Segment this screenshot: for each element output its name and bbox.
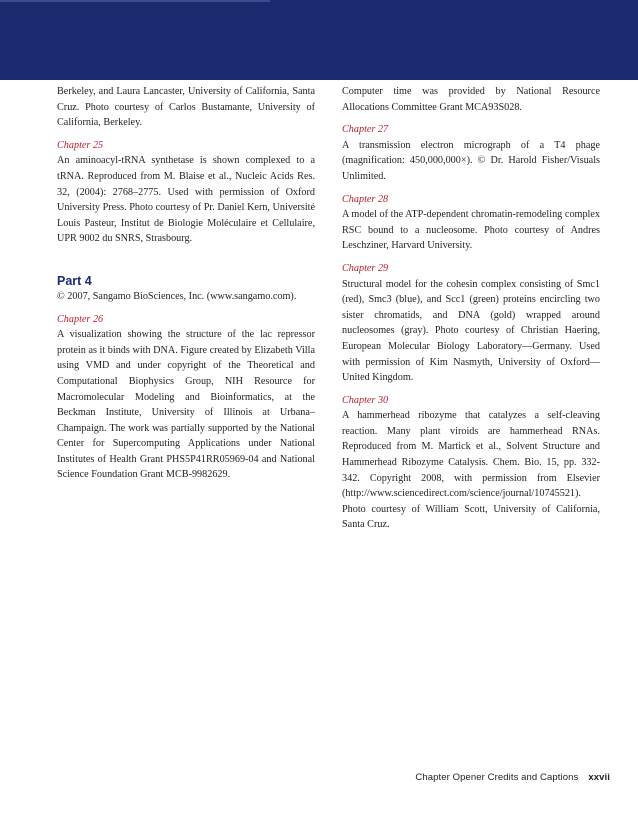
header-banner xyxy=(0,0,638,80)
part-heading: Part 4 xyxy=(57,273,92,288)
caption-text: A transmission electron micrograph of a T4 phage (magnification: 450,000,000×). © Dr. Harold Fisher/Visuals Unlimited. xyxy=(342,139,600,182)
right-column xyxy=(342,84,600,540)
caption-text: An aminoacyl-tRNA synthetase is shown complexed to a tRNA. Reproduced from M. Blaise et al., Nucleic Acids Res. 32, (2004): 2768–2775. Used with permission of Oxford University Press. Photo courtesy of Pr. Daniel Kern, Université Louis Pasteur, Institut de Biologie Moléculaire et Cellulaire, UPR 9002 du SNRS, Strasbourg. xyxy=(57,155,315,245)
running-footer-title: Chapter Opener Credits and Captions xyxy=(415,772,579,783)
chapter-heading: Chapter 26 xyxy=(57,313,104,325)
page-number: xxvii xyxy=(588,772,610,783)
caption-text: Berkeley, and Laura Lancaster, University of California, Santa Cruz. Photo courtesy of Carlos Bustamante, University of California, Berkeley. xyxy=(57,86,315,129)
banner-accent-line xyxy=(0,0,270,2)
caption-text: A model of the ATP-dependent chromatin-remodeling complex RSC bound to a nucleosome. Photo courtesy of Andres Leschziner, Harvard University. xyxy=(342,209,600,252)
chapter-heading: Chapter 25 xyxy=(57,139,104,151)
chapter-heading: Chapter 28 xyxy=(342,193,389,205)
chapter-heading: Chapter 29 xyxy=(342,262,389,274)
caption-text: A hammerhead ribozyme that catalyzes a self-cleaving reaction. Many plant viroids are hammerhead RNAs. Reproduced from M. Martick et al., Solvent Structure and Hammerhead Ribozyme Catalysis. Chem. Bio. 15, pp. 332-342. Copyright 2008, with permission from Elsevier (http://www.sciencedirect.com/science/journal/10745521). Photo courtesy of William Scott, University of California, Santa Cruz. xyxy=(342,410,600,531)
page-footer xyxy=(415,772,610,783)
left-column xyxy=(57,84,315,490)
caption-text: © 2007, Sangamo BioSciences, Inc. (www.sangamo.com). xyxy=(57,290,297,302)
caption-text: A visualization showing the structure of the lac repressor protein as it binds with DNA. Figure created by Elizabeth Villa using VMD and under copyright of the Theoretical and Computational Biophysics Group, NIH Resource for Macromolecular Modeling and Bioinformatics, at the Beckman Institute, University of Illinois at Urbana–Champaign. The work was partially supported by the National Center for Supercomputing Applications under National Institutes of Health Grant PHS5P41RR05969-04 and National Science Foundation Grant MCB-9982629. xyxy=(57,329,315,481)
caption-text: Structural model for the cohesin complex consisting of Smc1 (red), Smc3 (blue), and Scc1 (green) proteins encircling two sister chromatids, and DNA (gold) wrapped around nucleosomes (gray). Photo courtesy of Christian Haering, European Molecular Biology Laboratory—Germany. Used with permission of Kim Nasmyth, University of Oxford—United Kingdom. xyxy=(342,278,600,384)
caption-text: Computer time was provided by National Resource Allocations Committee Grant MCA93S028. xyxy=(342,86,600,113)
chapter-heading: Chapter 30 xyxy=(342,394,389,406)
chapter-heading: Chapter 27 xyxy=(342,124,389,136)
